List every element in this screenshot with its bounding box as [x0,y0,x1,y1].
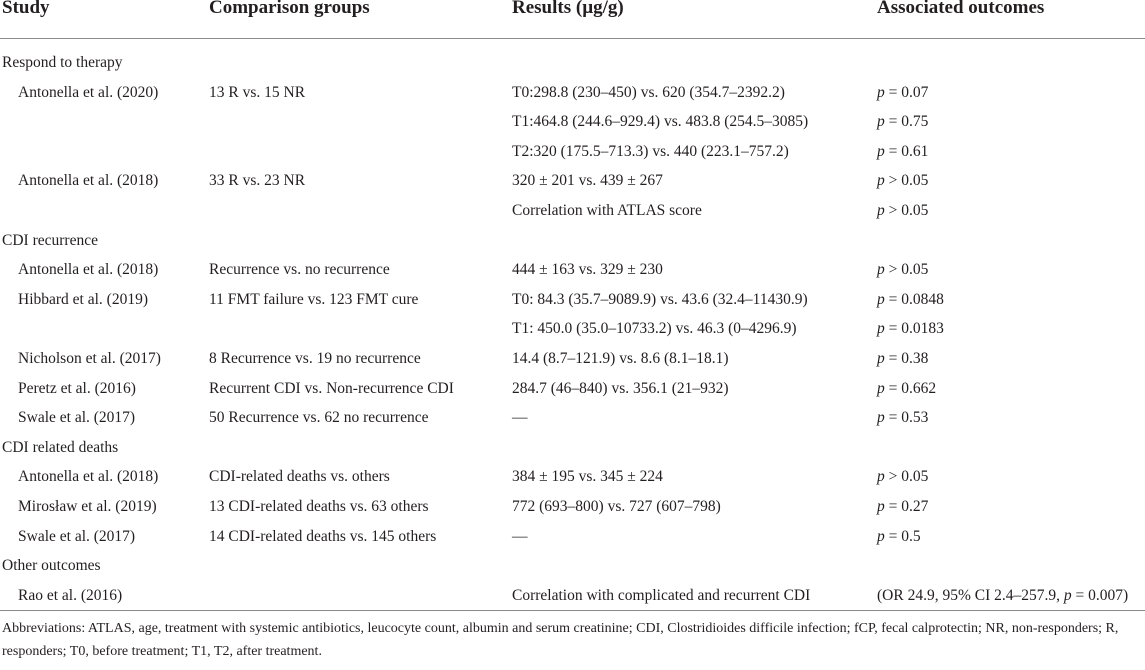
p-symbol: p [877,320,885,338]
comparison-cell: Recurrent CDI vs. Non-recurrence CDI [209,379,454,397]
outcome-cell [877,350,928,368]
comparison-cell: 14 CDI-related deaths vs. 145 others [209,527,437,545]
result-cell: Correlation with ATLAS score [512,202,702,219]
table-row [0,198,1145,228]
table-row [0,109,1145,139]
p-value: > 0.05 [884,172,929,190]
section-row [0,435,1145,465]
p-value: = 0.07 [884,83,929,101]
outcome-cell [877,291,944,309]
header-comparison-groups: Comparison groups [209,0,370,18]
table-row [0,287,1145,317]
outcome-cell [877,409,928,427]
table-row [0,583,1145,613]
study-cell: Hibbard et al. (2019) [18,290,148,308]
section-label: CDI recurrence [2,231,98,249]
table-row [0,464,1145,494]
result-cell: 14.4 (8.7–121.9) vs. 8.6 (8.1–18.1) [512,350,729,367]
p-symbol: p [877,350,885,367]
outcome-cell [877,261,928,279]
outcome-cell [877,84,928,102]
p-symbol: p [877,290,885,308]
comparison-cell: 13 R vs. 15 NR [209,83,306,101]
p-value: = 0.007) [1071,586,1129,604]
section-label: Other outcomes [2,557,101,575]
p-value: = 0.0183 [884,320,944,338]
outcome-prefix: (OR 24.9, 95% CI 2.4–257.9, [877,586,1064,604]
outcome-cell [877,468,928,486]
p-value: = 0.75 [884,113,929,131]
outcome-cell [877,143,928,161]
table-footnote: Abbreviations: ATLAS, age, treatment with systemic antibiotics, leucocyte count, albumin and serum creatinine; CDI, Clostridioides difficile infection; fCP, fecal calprotectin; NR, non-responders; R, responders; T0, before treatment; T1, T2, after treatment. [2,621,1119,659]
section-label: CDI related deaths [2,438,119,456]
outcome-cell [877,528,921,546]
outcome-cell [877,380,936,398]
comparison-cell: CDI-related deaths vs. others [209,468,390,486]
outcome-cell [877,587,1128,605]
comparison-cell: 33 R vs. 23 NR [209,172,306,190]
comparison-cell: 11 FMT failure vs. 123 FMT cure [209,290,419,308]
result-cell: 772 (693–800) vs. 727 (607–798) [512,498,721,515]
p-value: > 0.05 [884,202,929,219]
table-header [0,0,1145,39]
table-row [0,524,1145,554]
outcome-cell [877,172,928,190]
p-symbol: p [877,261,885,279]
study-cell: Swale et al. (2017) [18,409,136,427]
result-cell: T0: 84.3 (35.7–9089.9) vs. 43.6 (32.4–11430.9) [512,290,808,308]
p-symbol: p [877,527,885,545]
table-row [0,80,1145,110]
result-cell: T0:298.8 (230–450) vs. 620 (354.7–2392.2) [512,83,785,101]
header-study: Study [2,0,50,18]
result-cell: T1: 450.0 (35.0–10733.2) vs. 46.3 (0–4296.9) [512,320,797,338]
p-symbol: p [877,113,885,131]
study-cell: Mirosław et al. (2019) [18,498,157,515]
p-value: > 0.05 [884,261,929,279]
p-symbol: p [877,172,885,190]
table-row [0,346,1145,376]
study-cell: Peretz et al. (2016) [18,379,136,397]
section-row [0,50,1145,80]
p-value: = 0.662 [884,379,937,397]
p-symbol: p [877,379,885,397]
p-value: = 0.61 [884,142,929,160]
comparison-cell: 8 Recurrence vs. 19 no recurrence [209,350,421,367]
result-cell: Correlation with complicated and recurrent CDI [512,586,811,604]
study-cell: Nicholson et al. (2017) [18,350,161,367]
p-value: = 0.0848 [884,290,944,308]
result-cell: 284.7 (46–840) vs. 356.1 (21–932) [512,379,729,397]
table-row [0,168,1145,198]
outcome-cell [877,113,928,131]
result-cell: T2:320 (175.5–713.3) vs. 440 (223.1–757.2) [512,142,789,160]
study-cell: Antonella et al. (2020) [18,83,159,101]
p-symbol: p [877,142,885,160]
study-cell: Antonella et al. (2018) [18,261,159,279]
study-cell: Antonella et al. (2018) [18,468,159,486]
p-value: = 0.53 [884,409,929,427]
result-cell: — [512,409,528,427]
section-row [0,553,1145,583]
p-symbol: p [877,498,885,515]
study-cell: Swale et al. (2017) [18,527,136,545]
outcome-cell [877,202,928,220]
section-row [0,228,1145,258]
p-symbol: p [1063,586,1072,604]
p-symbol: p [877,409,885,427]
result-cell: 444 ± 163 vs. 329 ± 230 [512,261,663,279]
comparison-cell: 13 CDI-related deaths vs. 63 others [209,498,429,515]
outcome-cell [877,320,944,338]
result-cell: 384 ± 195 vs. 345 ± 224 [512,468,663,486]
p-symbol: p [877,468,885,486]
study-cell: Antonella et al. (2018) [18,172,159,190]
result-cell: — [512,527,528,545]
study-cell: Rao et al. (2016) [18,586,123,604]
header-results: Results (µg/g) [512,0,624,18]
p-value: = 0.5 [884,527,921,545]
result-cell: T1:464.8 (244.6–929.4) vs. 483.8 (254.5–3085) [512,113,809,131]
p-symbol: p [877,83,885,101]
section-label: Respond to therapy [2,54,123,71]
table-row [0,316,1145,346]
p-value: = 0.38 [884,350,929,367]
result-cell: 320 ± 201 vs. 439 ± 267 [512,172,663,190]
comparison-cell: Recurrence vs. no recurrence [209,261,390,279]
table-row [0,257,1145,287]
table-bottom-rule [0,610,1145,611]
p-value: = 0.27 [884,498,929,515]
table-row [0,494,1145,524]
table-row [0,376,1145,406]
p-value: > 0.05 [884,468,929,486]
header-associated-outcomes: Associated outcomes [877,0,1045,18]
table-row [0,405,1145,435]
comparison-cell: 50 Recurrence vs. 62 no recurrence [209,409,429,427]
outcome-cell [877,498,928,516]
p-symbol: p [877,202,885,219]
table-row [0,139,1145,169]
